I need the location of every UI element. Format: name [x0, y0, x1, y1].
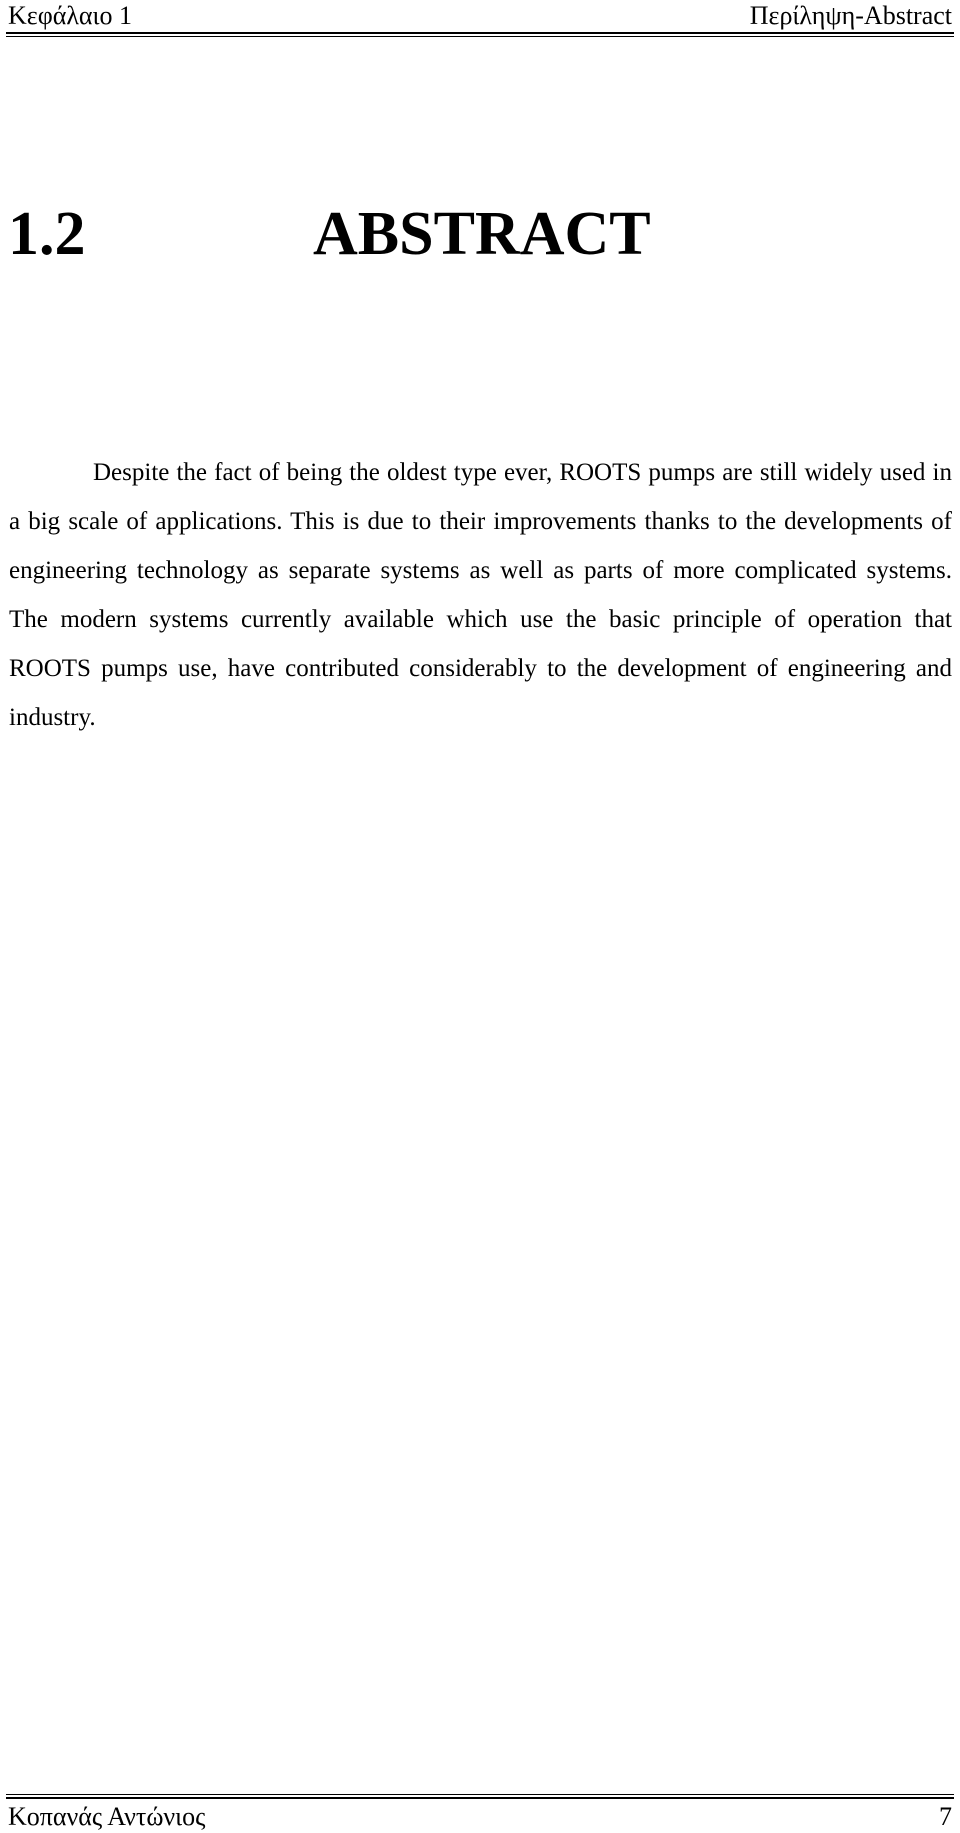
- page-footer: [8, 1800, 952, 1833]
- page-number: 7: [939, 1802, 952, 1831]
- abstract-paragraph: Despite the fact of being the oldest type ever, ROOTS pumps are still widely used in a big scale of applications. This is due to their improvements thanks to the developments of engineering technology as separate systems as well as parts of more complicated systems. The modern systems currently available which use the basic principle of operation that ROOTS pumps use, have contributed considerably to the development of engineering and industry.: [9, 459, 952, 731]
- section-number: 1.2: [8, 200, 86, 268]
- page-header: [8, 0, 952, 32]
- header-chapter: Κεφάλαιο 1: [8, 1, 133, 30]
- header-divider: [6, 32, 954, 38]
- header-section: Περίληψη-Abstract: [749, 1, 952, 30]
- section-heading: [8, 194, 952, 274]
- footer-author: Κοπανάς Αντώνιος: [8, 1802, 206, 1831]
- section-title: ABSTRACT: [313, 200, 651, 268]
